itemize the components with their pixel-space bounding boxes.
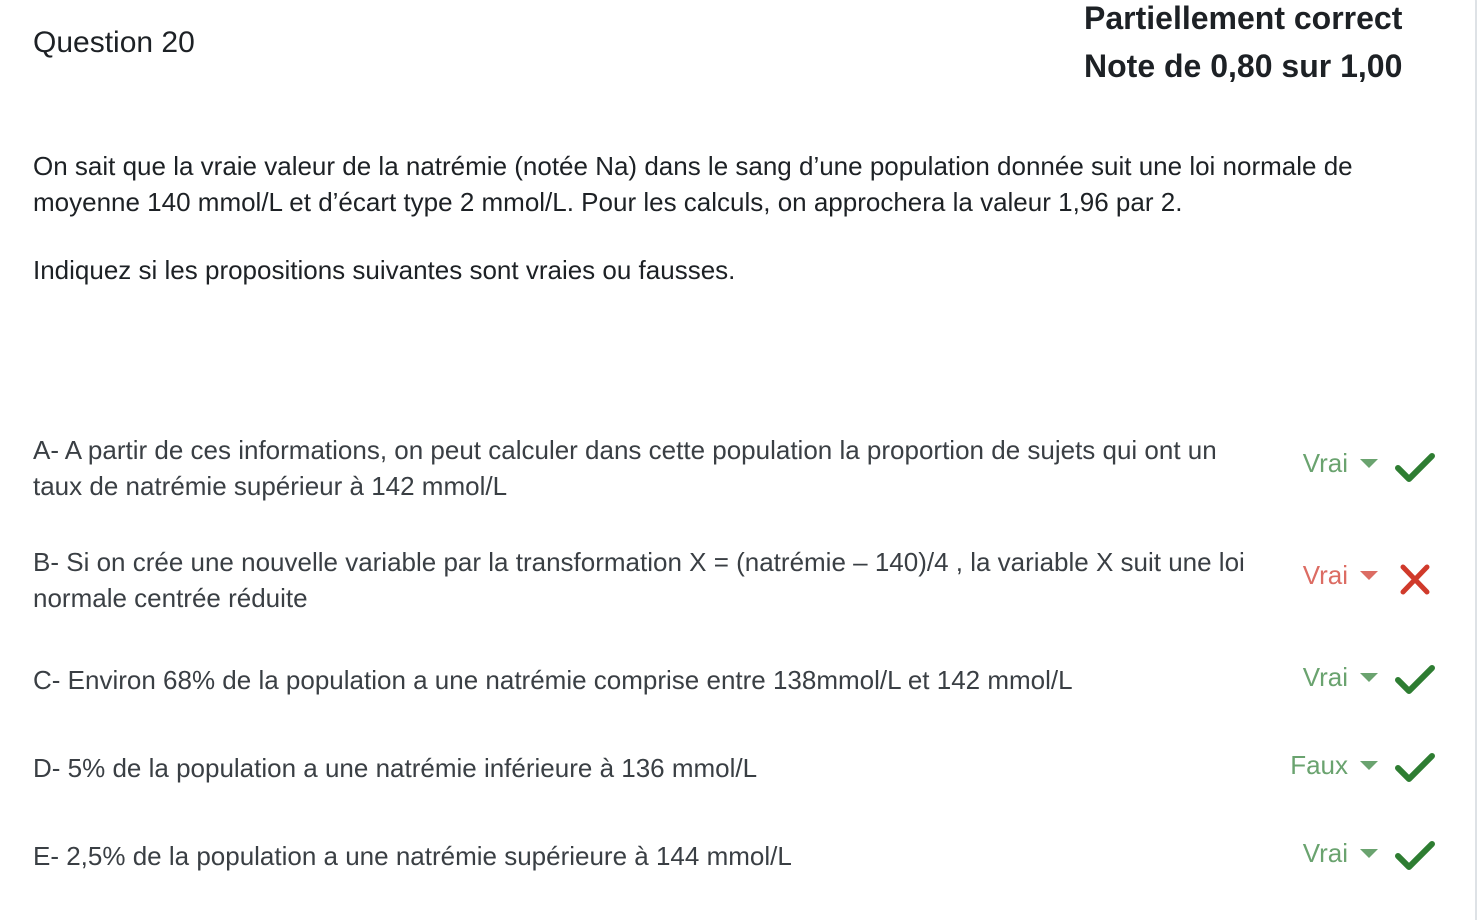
check-icon [1393,750,1437,786]
answer-value: Vrai [1302,838,1348,868]
question-state: Partiellement correct [1084,0,1403,36]
proposition-text: B- Si on crée une nouvelle variable par la transformation X = (natrémie – 140)/4 , la variable X suit une loi normale centrée réduite [33,547,1245,613]
check-icon [1393,662,1437,698]
proposition-text: A- A partir de ces informations, on peut calculer dans cette population la proportion de sujets qui ont un taux de natrémie supérieur à 142 mmol/L [33,435,1217,501]
grade-info [1084,0,1402,90]
answer-value: Vrai [1302,448,1348,478]
answer-select[interactable] [1290,750,1378,781]
caret-down-icon [1360,849,1378,858]
question-number: Question 20 [33,26,195,59]
answer-select[interactable] [1303,838,1378,869]
proposition-text: D- 5% de la population a une natrémie inférieure à 136 mmol/L [33,753,758,783]
caret-down-icon [1360,673,1378,682]
answer-select[interactable] [1303,662,1378,693]
answer-select[interactable] [1303,448,1378,479]
proposition-text: E- 2,5% de la population a une natrémie supérieure à 144 mmol/L [33,841,792,871]
question-instruction: Indiquez si les propositions suivantes sont vraies ou fausses. [33,255,736,285]
check-icon [1393,450,1437,486]
answer-select[interactable] [1303,560,1378,591]
question-grade: Note de 0,80 sur 1,00 [1084,48,1403,84]
answer-value: Vrai [1302,662,1348,692]
answer-value: Vrai [1302,560,1348,590]
caret-down-icon [1360,761,1378,770]
question-text [33,148,1443,320]
cross-icon [1393,562,1437,598]
caret-down-icon [1360,459,1378,468]
check-icon [1393,838,1437,874]
proposition-text: C- Environ 68% de la population a une natrémie comprise entre 138mmol/L et 142 mmol/L [33,665,1073,695]
answer-value: Faux [1290,750,1348,780]
question-intro: On sait que la vraie valeur de la natrémie (notée Na) dans le sang d’une population donnée suit une loi normale de moyenne 140 mmol/L et d’écart type 2 mmol/L. Pour les calculs, on approchera la valeur 1,96 par 2. [33,151,1353,217]
caret-down-icon [1360,571,1378,580]
